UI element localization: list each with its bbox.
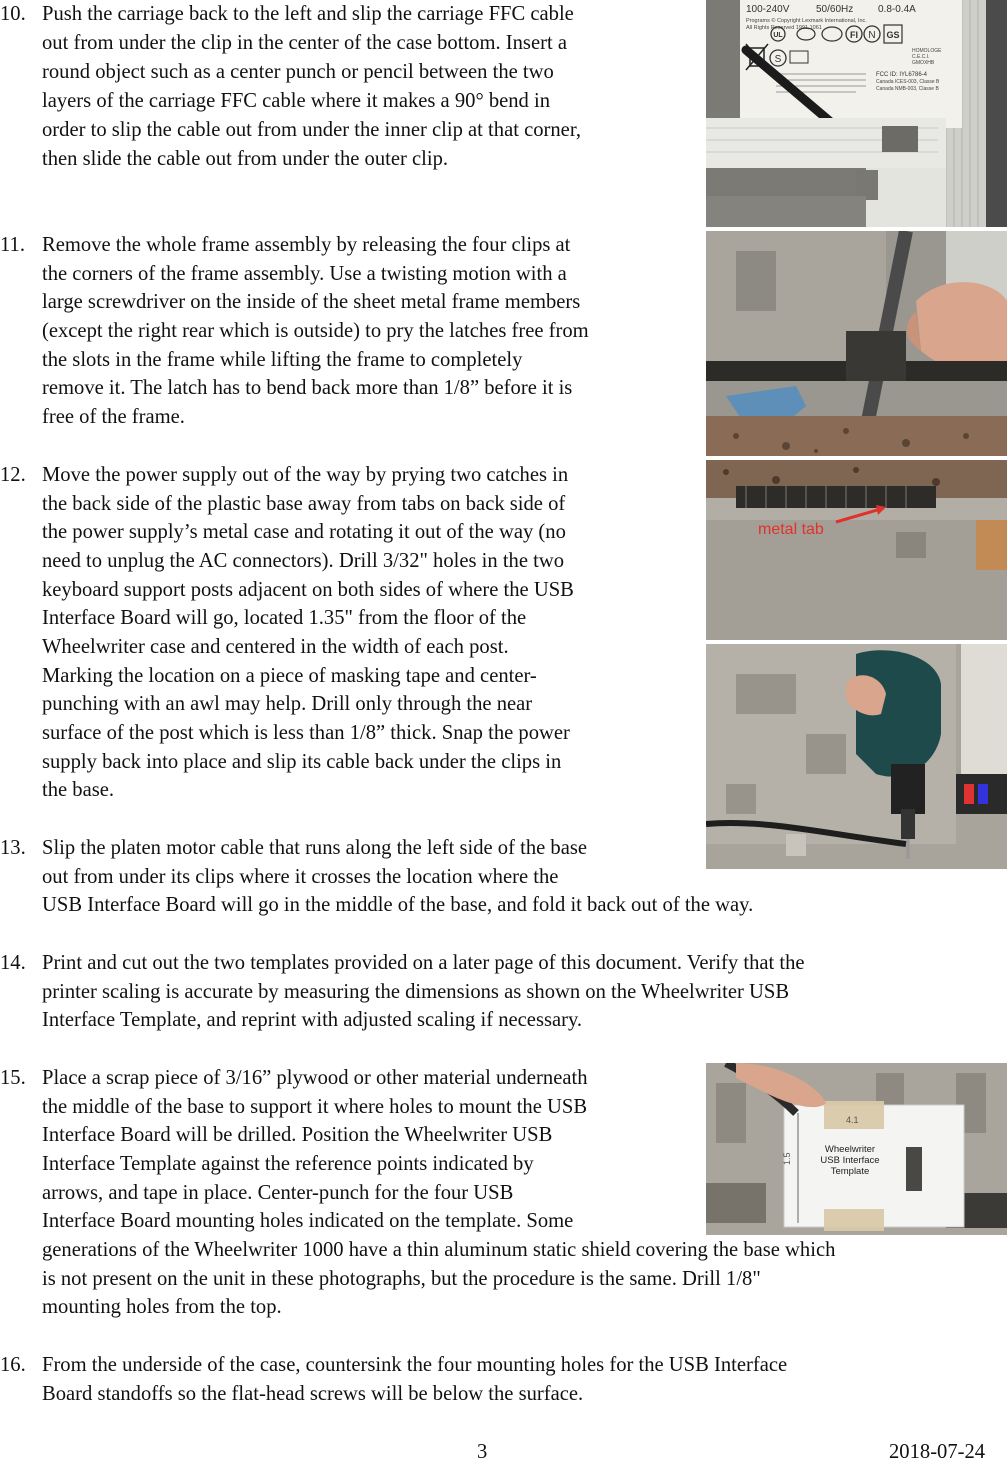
step-number: 12. (0, 464, 26, 486)
step-text-line: large screwdriver on the inside of the sheet metal frame members (42, 291, 581, 313)
step-text-line: Remove the whole frame assembly by releasing the four clips at (42, 234, 571, 256)
step-text-line: order to slip the cable out from under the inner clip at that corner, (42, 119, 581, 141)
step-text-line: out from under the clip in the center of the case bottom. Insert a (42, 32, 567, 54)
label-fcc-id: FCC ID: IYL6786-4 (876, 72, 928, 78)
step-text-line: arrows, and tape in place. Center-punch for the four USB (42, 1182, 514, 1204)
step-text-line: punching with an awl may help. Drill only through the near (42, 693, 533, 715)
step-number: 13. (0, 837, 26, 859)
photo-template (706, 1063, 1007, 1235)
photo-drilling (706, 644, 1007, 869)
step-text-line: Slip the platen motor cable that runs along the left side of the base (42, 837, 588, 859)
step-text-line: remove it. The latch has to bend back more than 1/8” before it is (42, 377, 573, 399)
template-title-line-2: USB Interface (820, 1155, 880, 1166)
step-text-line: free of the frame. (42, 406, 185, 428)
label-homolog-3: GMOXHB (912, 60, 935, 66)
step-text-line: Interface Template, and reprint with adjusted scaling if necessary. (42, 1009, 583, 1031)
step-text-line: generations of the Wheelwriter 1000 have a thin aluminum static shield covering the base which (42, 1239, 836, 1261)
step-number: 10. (0, 3, 26, 25)
photo-ffc-cable (706, 0, 1007, 227)
label-rights: All Rights Reserved 1991,1061 (746, 25, 822, 31)
step-text-line: mounting holes from the top. (42, 1296, 282, 1318)
metal-tab-label: metal tab (758, 521, 824, 538)
step-text-line: supply back into place and slip its cable back under the clips in (42, 751, 562, 773)
ul-mark: UL (773, 32, 783, 39)
step-text-line: Marking the location on a piece of masking tape and center- (42, 665, 537, 687)
step-text-line: the slots in the frame while lifting the frame to completely (42, 349, 523, 371)
step-text-line: the back side of the plastic base away from tabs on back side of (42, 493, 566, 515)
template-top-dimension: 4.1 (846, 1115, 859, 1125)
step-text-line: then slide the cable out from under the outer clip. (42, 148, 449, 170)
step-text-line: Interface Board will be drilled. Position the Wheelwriter USB (42, 1124, 553, 1146)
step-text-line: Print and cut out the two templates provided on a later page of this document. Verify that the (42, 952, 805, 974)
gs-mark: GS (886, 30, 900, 40)
step-text-line: out from under its clips where it crosses the location where the (42, 866, 559, 888)
template-side-dimension: 1.5 (782, 1152, 792, 1165)
step-text-line: need to unplug the AC connectors). Drill 3/32" holes in the two (42, 550, 565, 572)
step-number: 11. (0, 234, 25, 256)
template-title-line-3: Template (830, 1166, 870, 1177)
label-homolog-2: C.E.C.I. (912, 54, 930, 60)
page-number: 3 (477, 1441, 488, 1463)
step-number: 14. (0, 952, 26, 974)
step-text-line: From the underside of the case, countersink the four mounting holes for the USB Interface (42, 1354, 788, 1376)
step-text-line: printer scaling is accurate by measuring the dimensions as shown on the Wheelwriter USB (42, 981, 790, 1003)
step-text-line: the middle of the base to support it where holes to mount the USB (42, 1096, 588, 1118)
label-current: 0.8-0.4A (878, 4, 916, 15)
template-title-line-1: Wheelwriter (824, 1144, 876, 1155)
step-text-line: the power supply’s metal case and rotating it out of the way (no (42, 521, 566, 543)
photo-metal-tab (706, 460, 1007, 640)
step-text-line: layers of the carriage FFC cable where it makes a 90° bend in (42, 90, 551, 112)
document-date: 2018-07-24 (889, 1441, 986, 1463)
step-text-line: Interface Template against the reference points indicated by (42, 1153, 534, 1175)
step-text-line: USB Interface Board will go in the middle of the base, and fold it back out of the way. (42, 894, 754, 916)
label-frequency: 50/60Hz (816, 4, 854, 15)
step-number: 15. (0, 1067, 26, 1089)
step-text-line: Push the carriage back to the left and slip the carriage FFC cable (42, 3, 574, 25)
step-text-line: Board standoffs so the flat-head screws will be below the surface. (42, 1383, 584, 1405)
n-mark: N (868, 30, 876, 41)
step-text-line: (except the right rear which is outside) to pry the latches free from (42, 320, 589, 342)
step-text-line: Interface Board will go, located 1.35" from the floor of the (42, 607, 527, 629)
label-canada-2: Canada NMB-003, Classe B (876, 86, 939, 92)
step-text-line: Place a scrap piece of 3/16” plywood or other material underneath (42, 1067, 588, 1089)
step-text-line: round object such as a center punch or pencil between the two (42, 61, 554, 83)
label-voltage: 100-240V (746, 4, 790, 15)
step-text-line: Wheelwriter case and centered in the width of each post. (42, 636, 509, 658)
photo-frame-assembly (706, 231, 1007, 456)
label-canada-1: Canada ICES-003, Classe B (876, 79, 940, 85)
step-text-line: the base. (42, 779, 115, 801)
label-copyright: Programs © Copyright Lexmark International, Inc. (746, 18, 867, 24)
step-number: 16. (0, 1354, 26, 1376)
fi-mark: FI (850, 30, 858, 40)
label-homolog-1: HOMOLOGE (912, 48, 942, 54)
s-mark: S (774, 54, 782, 65)
step-text-line: Interface Board mounting holes indicated on the template. Some (42, 1210, 574, 1232)
step-text-line: Move the power supply out of the way by prying two catches in (42, 464, 569, 486)
step-text-line: keyboard support posts adjacent on both sides of where the USB (42, 579, 574, 601)
step-text-line: is not present on the unit in these photographs, but the procedure is the same. Drill 1/8" (42, 1268, 761, 1290)
step-text-line: surface of the post which is less than 1/8” thick. Snap the power (42, 722, 570, 744)
step-text-line: the corners of the frame assembly. Use a twisting motion with a (42, 263, 567, 285)
